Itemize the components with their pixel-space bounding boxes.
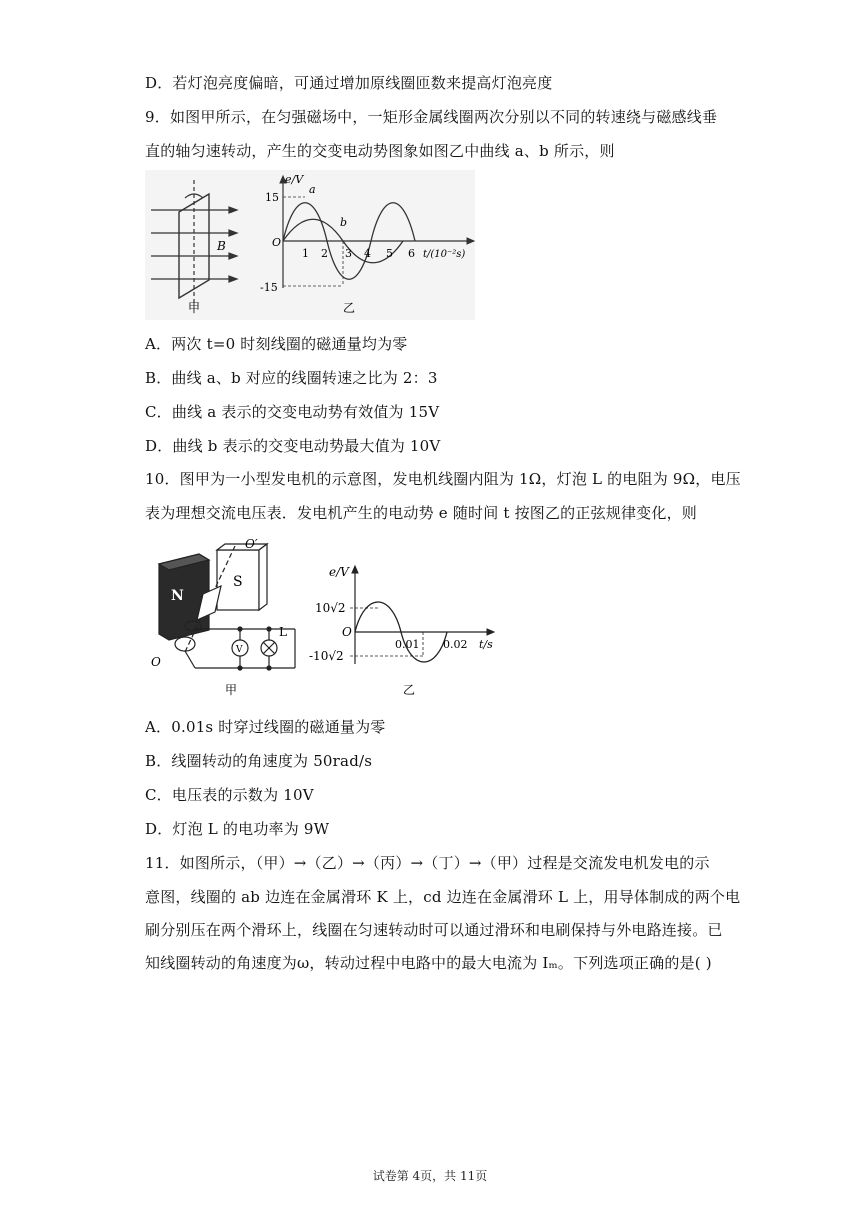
figure-9-jia-label: 甲 <box>188 301 201 315</box>
figure-10-tick-2: 0.02 <box>443 638 468 651</box>
figure-9 <box>145 170 475 320</box>
figure-10-O-label: O <box>151 655 161 669</box>
question-10-option-D: D．灯泡 L 的电功率为 9W <box>145 820 330 838</box>
figure-9-tick-6: 6 <box>408 247 415 260</box>
figure-9-axis-x: t/(10⁻²s) <box>423 249 466 260</box>
question-10-option-C: C．电压表的示数为 10V <box>145 786 314 804</box>
option-9-prev-D: D．若灯泡亮度偏暗，可通过增加原线圈匝数来提高灯泡亮度 <box>145 74 553 92</box>
figure-9-curve-b: b <box>340 216 348 229</box>
figure-9-tick-5: 5 <box>386 247 393 260</box>
figure-10-tick-1: 0.01 <box>395 638 420 651</box>
figure-10-graph <box>350 566 494 664</box>
figure-10-axis-y: e/V <box>329 565 349 579</box>
figure-10-S-label: S <box>233 574 243 590</box>
question-10-line-1: 10．图甲为一小型发电机的示意图，发电机线圈内阻为 1Ω，灯泡 L 的电阻为 9Ω，电压 <box>145 470 741 488</box>
question-10-line-2: 表为理想交流电压表．发电机产生的电动势 e 随时间 t 按图乙的正弦规律变化，则 <box>145 504 697 522</box>
figure-10-Oprime-label: O′ <box>245 537 258 551</box>
figure-10-jia-label: 甲 <box>225 683 238 697</box>
figure-10-V-label: V <box>236 645 243 655</box>
figure-10-y-top: 10√2 <box>315 601 346 615</box>
figure-9-axis-y: e/V <box>285 173 304 186</box>
figure-10-axis-x: t/s <box>479 638 493 651</box>
question-10-option-B: B．线圈转动的角速度为 50rad/s <box>145 752 373 770</box>
figure-10-N-label: N <box>171 588 184 604</box>
figure-9-curve-a: a <box>309 183 316 196</box>
figure-10-yi-label: 乙 <box>403 683 416 697</box>
question-9-line-1: 9．如图甲所示，在匀强磁场中，一矩形金属线圈两次分别以不同的转速绕与磁感线垂 <box>145 108 718 126</box>
figure-10 <box>145 532 495 704</box>
figure-10-generator <box>159 544 295 670</box>
question-9-line-2: 直的轴匀速转动，产生的交变电动势图象如图乙中曲线 a、b 所示，则 <box>145 142 615 160</box>
page-footer: 试卷第 4页，共 11页 <box>372 1169 488 1183</box>
figure-9-y-top: 15 <box>265 191 279 204</box>
figure-9-tick-4: 4 <box>364 247 371 260</box>
question-11-line-1: 11．如图所示，（甲）→（乙）→（丙）→（丁）→（甲）过程是交流发电机发电的示 <box>145 854 710 872</box>
figure-9-origin: O <box>272 236 282 249</box>
figure-9-tick-1: 1 <box>302 247 309 260</box>
question-11-line-4: 知线圈转动的角速度为ω，转动过程中电路中的最大电流为 Iₘ。下列选项正确的是( ) <box>145 954 712 972</box>
question-9-option-D: D．曲线 b 表示的交变电动势最大值为 10V <box>145 437 441 455</box>
figure-10-origin: O <box>342 625 352 639</box>
figure-9-y-bottom: -15 <box>260 281 278 294</box>
question-10-option-A: A．0.01s 时穿过线圈的磁通量为零 <box>145 718 386 736</box>
question-11-line-3: 刷分别压在两个滑环上，线圈在匀速转动时可以通过滑环和电刷保持与外电路连接。已 <box>145 921 723 939</box>
question-11-line-2: 意图，线圈的 ab 边连在金属滑环 K 上，cd 边连在金属滑环 L 上，用导体制成的两个电 <box>145 888 741 906</box>
figure-10-L-label: L <box>279 625 287 639</box>
figure-9-B-label: B <box>217 239 226 253</box>
figure-9-tick-3: 3 <box>345 247 352 260</box>
question-9-option-B: B．曲线 a、b 对应的线圈转速之比为 2：3 <box>145 369 438 387</box>
question-9-option-C: C．曲线 a 表示的交变电动势有效值为 15V <box>145 403 440 421</box>
figure-10-y-bottom: -10√2 <box>309 649 344 663</box>
figure-9-tick-2: 2 <box>321 247 328 260</box>
figure-9-yi-label: 乙 <box>343 301 356 315</box>
question-9-option-A: A．两次 t=0 时刻线圈的磁通量均为零 <box>145 335 408 353</box>
